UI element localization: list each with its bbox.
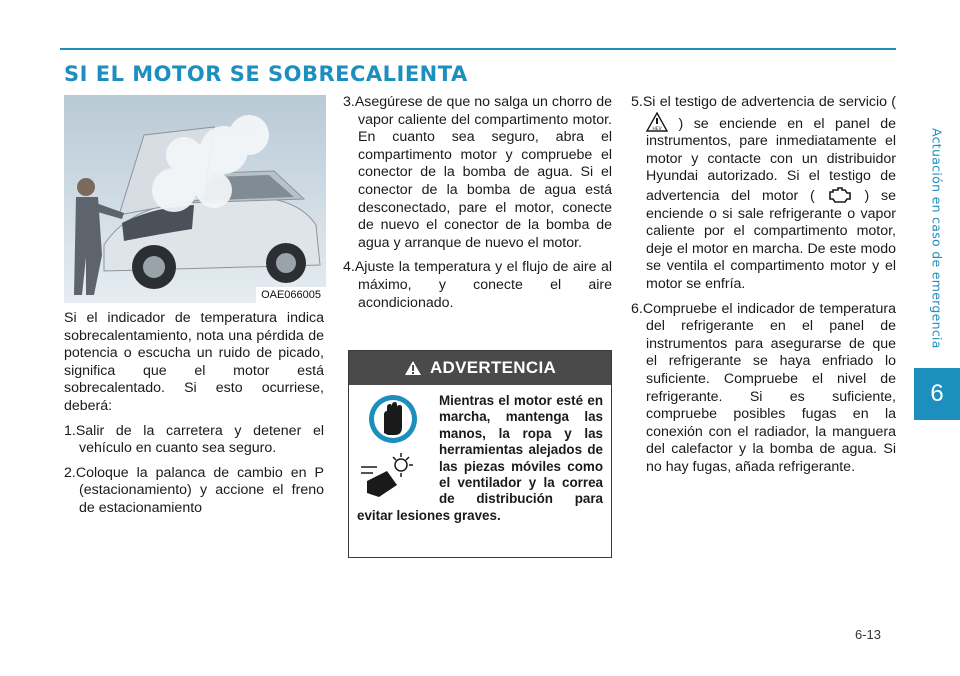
side-tab xyxy=(914,118,960,358)
step-5-part-c: ) se enciende o si sale refrigerante o vapor caliente por el compartimento motor, deje el motor en marcha. De este modo se ventila el compartimento motor y el motor se enfría. xyxy=(646,187,896,292)
service-warning-icon xyxy=(646,112,668,132)
warning-triangle-icon xyxy=(404,360,422,376)
top-rule xyxy=(60,48,896,50)
step-4: 4.Ajuste la temperatura y el flujo de aire al máximo, y conecte el aire acondicionado. xyxy=(343,259,612,311)
engine-warning-icon xyxy=(827,186,853,204)
step-3: 3.Asegúrese de que no salga un chorro de vapor caliente del compartimento motor. En cuanto sea seguro, abra el compartimento motor y compruebe el conector de la bomba de agua. Si el conector de la bomba de agua está desconectado, pare el motor, conecte de nuevo el conector de la bomba de agua y arranque de nuevo el motor. xyxy=(343,94,612,251)
service-icon-label: HEV xyxy=(652,126,662,132)
stop-hand-icon xyxy=(357,393,429,503)
step-2: 2.Coloque la palanca de cambio en P (estacionamiento) y accione el freno de estacionamiento xyxy=(64,464,324,516)
overheating-car-figure xyxy=(64,95,326,303)
chapter-tab: 6 xyxy=(914,368,960,420)
step-1: 1.Salir de la carretera y detener el vehículo en cuanto sea seguro. xyxy=(64,422,324,457)
step-6: 6.Compruebe el indicador de temperatura del refrigerante en el panel de instrumentos para asegurarse de que el refrigerante se haya enfriado lo suficiente. Compruebe el nivel de refrigerante. Si es suficiente, compruebe posibles fugas en la conexión con el radiador, la manguera del calefactor y la bomba de agua. Si no hay fugas, añada refrigerante. xyxy=(631,300,896,475)
warning-header xyxy=(349,351,611,385)
warning-body xyxy=(349,385,611,524)
warning-box xyxy=(348,350,612,558)
column-3 xyxy=(631,94,896,483)
step-5-part-a: 5.Si el testigo de advertencia de servicio ( xyxy=(631,94,896,110)
figure-code: OAE066005 xyxy=(256,287,326,303)
page-number: 6-13 xyxy=(855,627,882,642)
warning-text: Mientras el motor esté en marcha, mantenga las manos, la ropa y las herramientas alejados de las piezas móviles como el ventilador y la correa de distribución para evitar lesiones graves. xyxy=(357,393,603,523)
side-tab-label: Actuación en caso de emergencia xyxy=(929,127,945,349)
page-title: SI EL MOTOR SE SOBRECALIENTA xyxy=(64,62,468,86)
column-2 xyxy=(343,94,612,319)
step-5 xyxy=(631,94,896,294)
column-1 xyxy=(64,310,324,525)
intro-paragraph: Si el indicador de temperatura indica sobrecalentamiento, nota una pérdida de potencia o escucha un ruido de picado, significa que el motor está sobrecalentado. Si esto ocurriese, deberá: xyxy=(64,310,324,414)
step-5-part-b: ) se enciende en el panel de instrumentos, pare inmediatamente el motor y contacte con un distribuidor Hyundai autorizado. Si el testigo de advertencia del motor ( xyxy=(646,115,896,204)
warning-heading: ADVERTENCIA xyxy=(429,358,557,377)
car-illustration xyxy=(64,95,326,303)
